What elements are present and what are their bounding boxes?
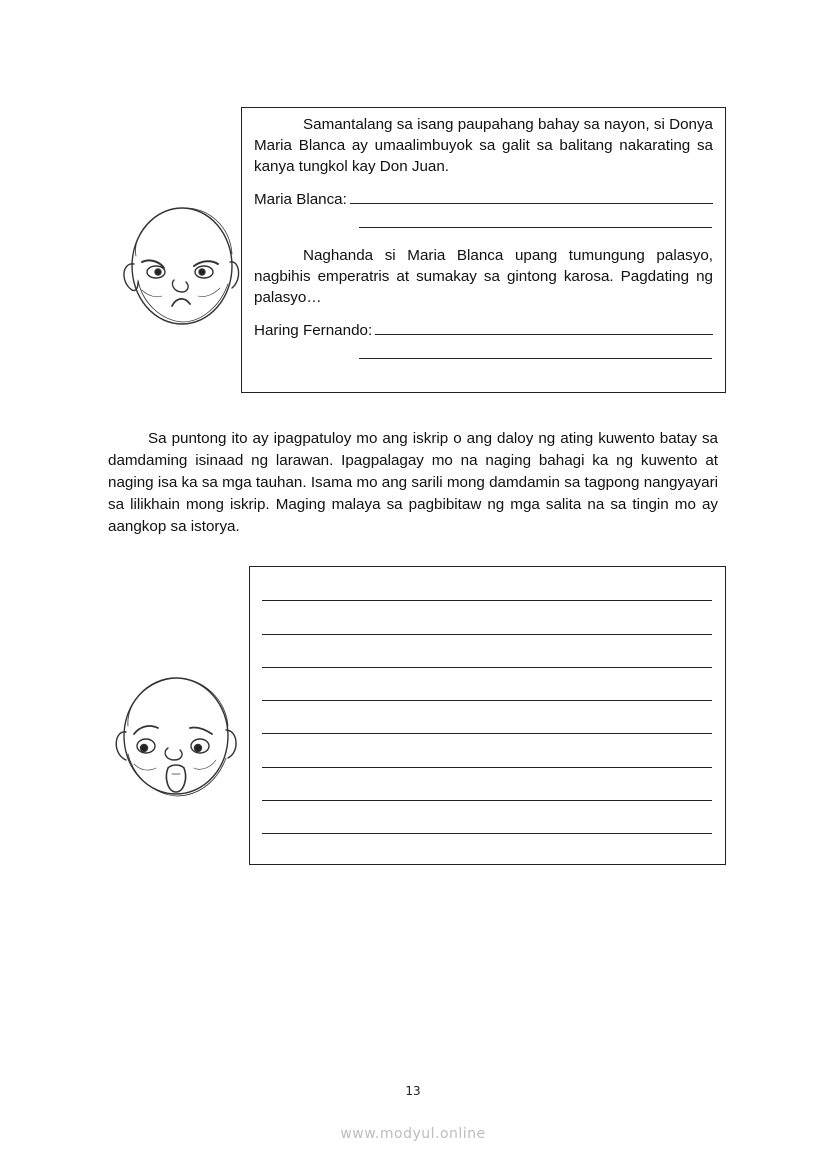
writing-line[interactable] — [262, 733, 712, 734]
instructions-paragraph: Sa puntong ito ay ipagpatuloy mo ang iskrip o ang daloy ng ating kuwento batay sa damdaming isinaad ng larawan. Ipagpalagay mo na naging bahagi ka ng kuwento at naging isa ka sa mga tauhan. Isama mo ang sarili mong damdamin sa tagpong nangyayari sa lilikhain mong iskrip. Maging malaya sa pagbibitaw ng mga salita na sa tingin mo ay aangkop sa istorya. — [108, 430, 718, 535]
narration-paragraph-1: Samantalang sa isang paupahang bahay sa nayon, si Donya Maria Blanca ay umaalimbuyok sa galit sa balitang nakarating sa kanya tungkol kay Don Juan. — [254, 116, 713, 175]
writing-line[interactable] — [262, 767, 712, 768]
dialogue-box — [241, 107, 726, 393]
answer-line[interactable] — [350, 203, 713, 204]
writing-line[interactable] — [262, 600, 712, 601]
page-number: 13 — [405, 1084, 421, 1098]
speaker-label-haring-fernando: Haring Fernando: — [254, 322, 373, 339]
answer-line-continuation[interactable] — [359, 358, 712, 359]
worried-face-icon — [104, 668, 244, 808]
angry-face-icon — [112, 196, 244, 332]
watermark: www.modyul.online — [340, 1126, 486, 1142]
answer-line[interactable] — [375, 334, 713, 335]
maria-blanca-line[interactable] — [254, 187, 713, 208]
writing-line[interactable] — [262, 700, 712, 701]
answer-box — [249, 566, 726, 865]
writing-line[interactable] — [262, 800, 712, 801]
haring-fernando-line[interactable] — [254, 318, 713, 339]
speaker-label-maria-blanca: Maria Blanca: — [254, 191, 347, 208]
writing-line[interactable] — [262, 634, 712, 635]
writing-line[interactable] — [262, 833, 712, 834]
writing-line[interactable] — [262, 667, 712, 668]
narration-paragraph-2: Naghanda si Maria Blanca upang tumungung palasyo, nagbihis emperatris at sumakay sa gintong karosa. Pagdating ng palasyo… — [254, 247, 713, 306]
